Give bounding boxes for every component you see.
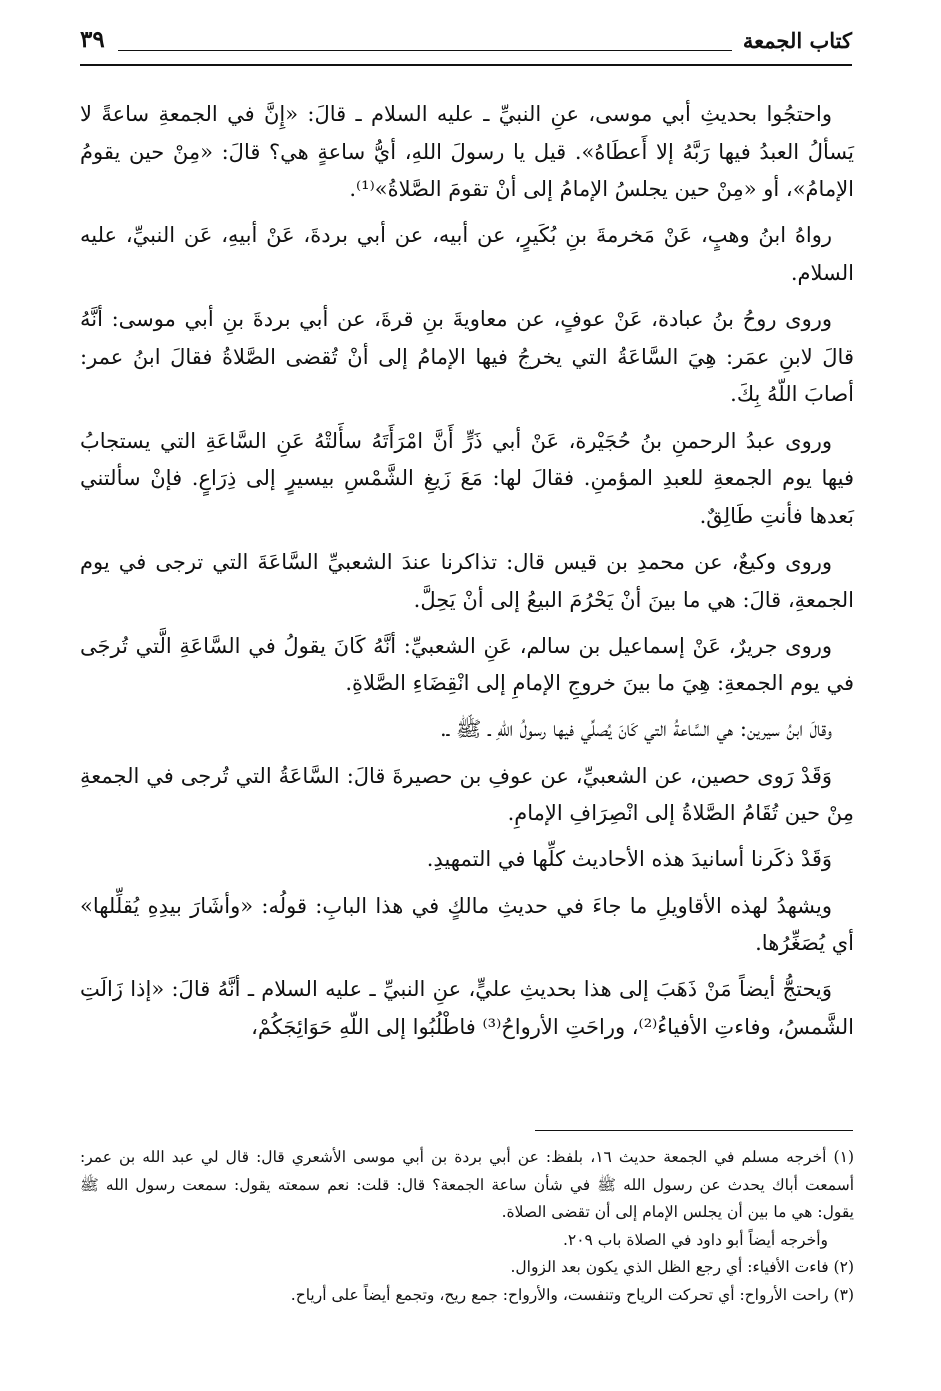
paragraph: وروى روحُ بنُ عبادة، عَنْ عوفٍ، عن معاويةَ بنِ قرةَ، عن أبي بردةَ بنِ أبي موسى: أنَّهُ قالَ لابنِ عمَر: هِيَ السَّاعَةُ التي يخرجُ فيها الإمامُ إلى أنْ تُقضى الصَّلاةُ فقالَ ابنُ عمر: أصابَ اللّهُ بِكَ. — [80, 307, 854, 407]
paragraph: وَقَدْ ذكَرنا أسانيدَ هذه الأحاديث كلِّها في التمهيدِ. — [426, 847, 832, 872]
paragraph: ويشهدُ لهذه الأقاويلِ ما جاءَ في حديثِ مالكٍ في هذا البابِ: قولُه: «وأشَارَ بيدِهِ يُقلِّلها» أي يُصَغِّرُها. — [80, 893, 854, 956]
paragraph: وَيحتجُّ أيضاً مَنْ ذَهَبَ إلى هذا بحديثِ عليٍّ، عنِ النبيِّ ـ عليه السلام ـ أنَّهُ قالَ: «إذا زَالَتِ الشَّمسُ، وفاءتِ الأفياءُ⁽²⁾، وراحَتِ الأرواحُ⁽³⁾ فاطْلُبُوا إلى اللّهِ حَوَائِجَكُمْ، — [80, 977, 854, 1039]
page-number: ٣٩ — [80, 26, 105, 53]
footnote-separator — [535, 1130, 853, 1131]
header-rule — [80, 64, 852, 66]
main-text — [80, 96, 854, 1055]
header-title-rule — [118, 50, 732, 51]
footnote-2: (٢) فاءت الأفياء: أي رجع الظل الذي يكون بعد الزوال. — [510, 1258, 854, 1276]
footnote-1: (١) أخرجه مسلم في الجمعة حديث ١٦، بلفظ: عن أبي بردة بن أبي موسى الأشعري قال: قال لي عبد الله بن عمر: أسمعت أباك يحدث عن رسول الله ﷺ في شأن ساعة الجمعة؟ قال: قلت: نعم سمعته يقول: سمعت رسول الله ﷺ يقول: هي ما بين أن يجلس الإمام إلى أن تقضى الصلاة. — [80, 1148, 854, 1221]
running-header — [80, 20, 852, 60]
paragraph: وروى جريرٌ، عَنْ إسماعيل بن سالم، عَنِ الشعبيِّ: أنَّهُ كَانَ يقولُ في السَّاعَةِ الَّتي تُرجَى في يوم الجمعةِ: هِيَ ما بينَ خروجِ الإمامِ إلى انْقِضَاءِ الصَّلاةِ. — [80, 633, 854, 696]
header-title: كتاب الجمعة — [742, 28, 852, 53]
paragraph: وروى عبدُ الرحمنِ بنُ حُجَيْرة، عَنْ أبي ذَرٍّ أَنَّ امْرَأَتَهُ سأَلتْهُ عَنِ السَّاعَةِ التي يستجابُ فيها يوم الجمعةِ للعبدِ المؤمنِ. فقالَ لها: مَعَ زَيغِ الشَّمْسِ بيسيرٍ إلى ذِرَاعٍ. فإنْ سألتني بَعدها فأنتِ طَالِقٌ. — [80, 428, 854, 528]
paragraph: وَقَدْ رَوى حصين، عن الشعبيِّ، عن عوفِ بن حصيرةَ قالَ: السَّاعَةُ التي تُرجى في الجمعةِ مِنْ حين تُقَامُ الصَّلاةُ إلى انْصِرَافِ الإمامِ. — [80, 763, 854, 826]
footnote-3: (٣) راحت الأرواح: أي تحركت الرياح وتنفست، والأرواح: جمع ريح، وتجمع أيضاً على أرياح. — [290, 1285, 854, 1304]
paragraph: واحتجُوا بحديثِ أبي موسى، عنِ النبيِّ ـ عليه السلام ـ قالَ: «إِنَّ في الجمعةِ ساعةً لا يَسألُ العبدُ فيها رَبَّهُ إلا أَعطَاهُ». قيل يا رسولَ اللهِ، أيُّ ساعةٍ هي؟ قالَ: «مِنْ حين يقومُ الإمامُ»، أو «مِنْ حين يجلسُ الإمامُ إلى أنْ تقومَ الصَّلاةُ»⁽¹⁾. — [80, 102, 854, 202]
paragraph: وقالَ ابنُ سيرين: هي السَّاعةُ التي كَانَ يُصلِّي فيها رسولُ اللّهِ ـ ﷺ ـ. — [440, 717, 832, 742]
paragraph: وروى وكيعٌ، عن محمدِ بن قيس قال: تذاكرنا عندَ الشعبيِّ السَّاعَةَ التي ترجى في يوم الجمعةِ، قالَ: هي ما بينَ أنْ يَحْرُمَ البيعُ إلى أنْ يَحِلَّ. — [80, 549, 854, 612]
footnote-1-continued: وأخرجه أيضاً أبو داود في الصلاة باب ٢٠٩. — [562, 1230, 828, 1249]
footnotes — [80, 1144, 854, 1309]
paragraph: رواهُ ابنُ وهبٍ، عَنْ مَخرمةَ بنِ بُكَيرٍ، عن أبيه، عن أبي بردةَ، عَنْ أبيهِ، عَن النبيِّ، عليه السلام. — [80, 223, 854, 285]
